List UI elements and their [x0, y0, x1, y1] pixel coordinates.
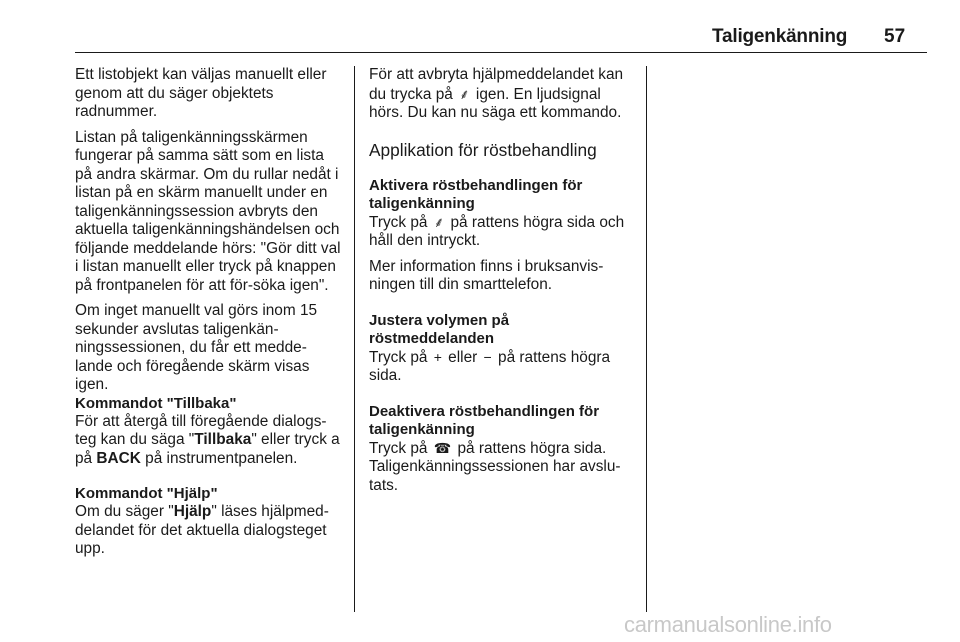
minus-icon: − [483, 348, 492, 365]
intro-cancel-help: För att avbryta hjälpmeddelandet kan du trycka på ⸙ igen. En ljudsignal hörs. Du kan nu säga ett kommando. [369, 66, 624, 121]
keyword-hjalp: Hjälp [173, 503, 212, 520]
activate-text: Tryck på ⸙ på rattens högra sida och håll den intryckt. [369, 213, 625, 249]
section-title: Applikation för röstbehandling [369, 139, 597, 160]
column-divider [354, 66, 355, 612]
back-command-heading: Kommandot "Tillbaka" [75, 394, 237, 412]
page-number: 57 [884, 26, 906, 47]
deactivate-text: Tryck på ☎ på rattens högra sida. Taligenkänningssessionen har avslu-tats. [369, 439, 621, 494]
watermark: carmanualsonline.info [624, 612, 832, 637]
plus-icon: + [433, 348, 442, 365]
keyword-tillbaka: Tillbaka [194, 431, 252, 448]
volume-text: Tryck på + eller − på rattens högra sida. [369, 348, 611, 384]
back-command-text: För att återgå till föregående dialogs-teg kan du säga "Tillbaka" eller tryck a på BACK på instrumentpanelen. [75, 412, 340, 467]
column-right [369, 66, 635, 502]
page-title: Taligenkänning [712, 26, 848, 47]
column-left [75, 66, 343, 566]
paragraph-timeout: Om inget manuellt val görs inom 15 sekunder avslutas taligenkän-ningssessionen, du får ett medde-lande och föregående skärm visas igen. [75, 302, 318, 393]
voice-icon: ⸙ [459, 85, 470, 102]
header-rule [75, 52, 927, 53]
key-back: BACK [96, 449, 141, 467]
hang-up-icon: ☎ [433, 439, 452, 456]
voice-icon: ⸙ [433, 213, 445, 230]
paragraph-list-select: Ett listobjekt kan väljas manuellt eller genom att du säger objektets radnummer. [75, 66, 327, 120]
column-divider-2 [646, 66, 647, 612]
activate-heading: Aktivera röstbehandlingen för taligenkänning [369, 176, 583, 212]
help-command-text: Om du säger "Hjälp" läses hjälpmed-delandet för det aktuella dialogsteget upp. [75, 503, 329, 557]
help-command-heading: Kommandot "Hjälp" [75, 485, 218, 502]
volume-heading: Justera volymen på röstmeddelanden [369, 311, 510, 347]
paragraph-list-screen: Listan på taligenkänningsskärmen fungerar på samma sätt som en lista på andra skärmar. Om du rullar nedåt i listan på en skärm manuellt under en taligenkänningssession avbryts den aktuella taligenkänningshändelsen och följande meddelande hörs: "Gör ditt val i listan manuellt eller tryck på knappen på frontpanelen för att för-söka igen". [75, 128, 341, 294]
activate-more-info: Mer information finns i bruksanvis-ningen till din smarttelefon. [369, 257, 604, 293]
deactivate-heading: Deaktivera röstbehandlingen för taligenkänning [369, 402, 600, 438]
